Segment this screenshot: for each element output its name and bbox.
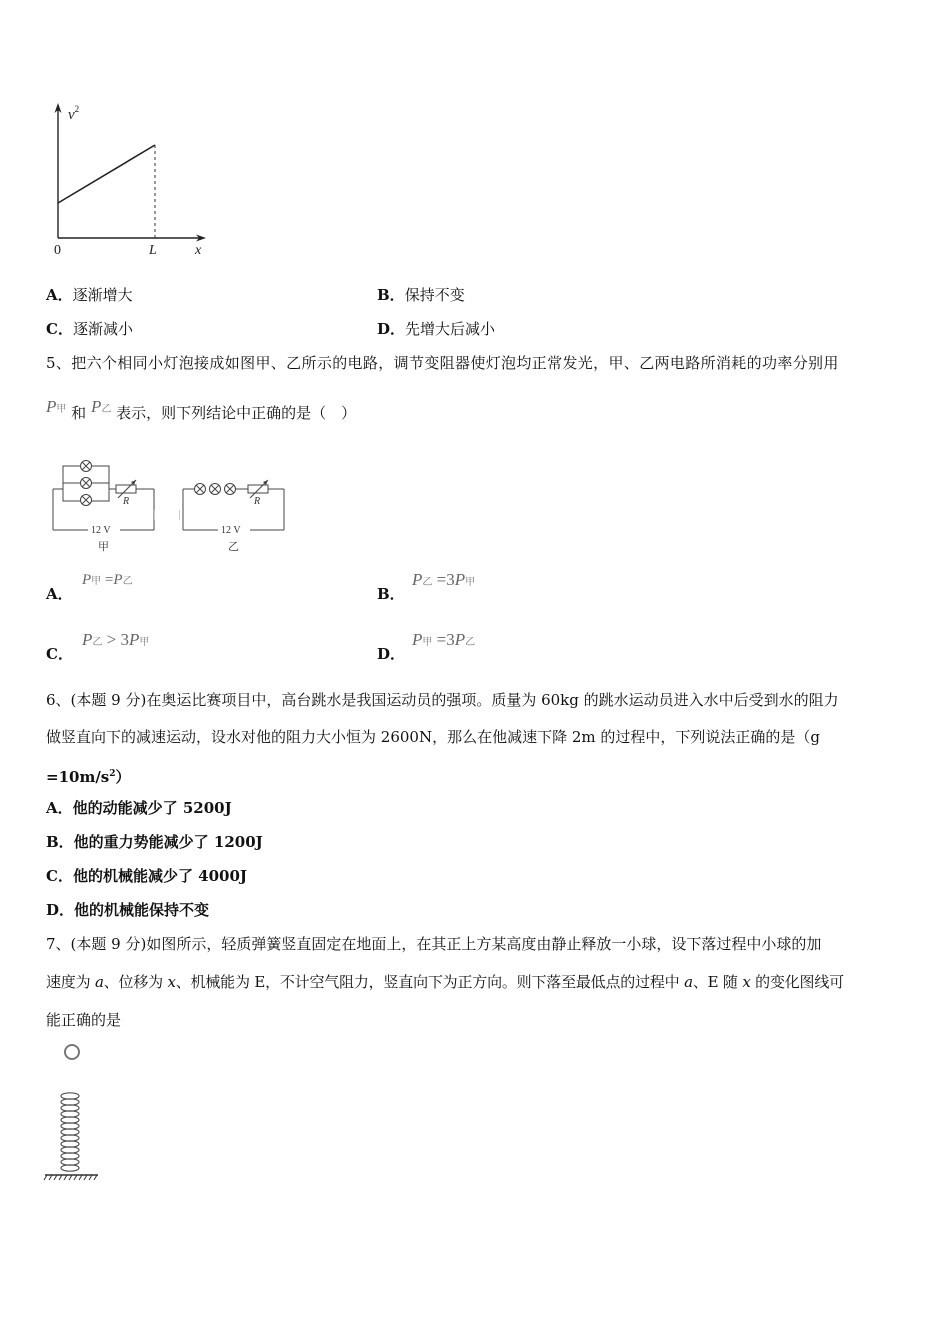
v2-line <box>58 145 155 203</box>
q4-option-a[interactable]: A．逐渐增大 <box>46 286 133 304</box>
lamp-icon <box>81 461 92 472</box>
lamp-icon <box>195 484 206 495</box>
circuit-yi <box>178 460 293 555</box>
q5-option-c[interactable]: C． P乙 > 3P甲 <box>46 630 150 663</box>
q7-stem-line2: 速度为 a、位移为 x、机械能为 E，不计空气阻力，竖直向下为正方向。则下落至最低点的过程中 a、E 随 x 的变化图线可 <box>46 973 844 991</box>
ball-icon <box>65 1045 79 1059</box>
q6-option-a[interactable]: A．他的动能减少了 5200J <box>46 799 232 817</box>
svg-text:12 V: 12 V <box>221 525 241 536</box>
svg-text:R: R <box>254 496 261 507</box>
svg-text:12 V: 12 V <box>91 525 111 536</box>
spring-icon <box>61 1093 79 1171</box>
q7-stem-line1: 7、(本题 9 分)如图所示，轻质弹簧竖直固定在地面上，在其正上方某高度由静止释放一小球，设下落过程中小球的加 <box>46 935 822 953</box>
q7-stem-line3: 能正确的是 <box>46 1011 122 1029</box>
svg-text:乙: 乙 <box>228 541 239 553</box>
spring-ball-figure <box>40 1038 110 1188</box>
lamp-icon <box>81 495 92 506</box>
q5-option-b[interactable]: B． P乙 =3P甲 <box>377 570 476 603</box>
q5-option-d[interactable]: D． P甲 =3P乙 <box>377 630 476 663</box>
p-yi-symbol: P乙 <box>90 397 112 416</box>
origin-label: 0 <box>54 243 61 258</box>
q6-stem-line2: 做竖直向下的减速运动，设水对他的阻力大小恒为 2600N，那么在他减速下降 2m 的过程中，下列说法正确的是（g <box>46 728 820 746</box>
q6-stem-line3: $=10m/s^2$） <box>46 768 131 786</box>
q6-option-d[interactable]: D．他的机械能保持不变 <box>46 901 210 919</box>
q4-option-b[interactable]: B．保持不变 <box>377 286 465 304</box>
circuit-jia <box>48 460 163 555</box>
q6-option-c[interactable]: C．他的机械能减少了 4000J <box>46 867 248 885</box>
lamp-icon <box>210 484 221 495</box>
q4-option-c[interactable]: C．逐渐减小 <box>46 320 133 338</box>
svg-text:甲: 甲 <box>98 541 109 553</box>
svg-text:R: R <box>123 496 130 507</box>
q4-option-d[interactable]: D．先增大后减小 <box>377 320 496 338</box>
faint-mark <box>154 510 155 520</box>
x-axis-label: x <box>195 243 202 258</box>
y-axis-label: $v^2$ <box>68 104 80 123</box>
p-jia-symbol: P甲 <box>46 397 67 416</box>
L-label: L <box>149 243 157 258</box>
q6-stem-line1: 6、(本题 9 分)在奥运比赛项目中，高台跳水是我国运动员的强项。质量为 60kg 的跳水运动员进入水中后受到水的阻力 <box>46 691 839 709</box>
lamp-icon <box>81 478 92 489</box>
q5-stem-line2: P甲 和 P乙 表示，则下列结论中正确的是（ ） <box>46 397 357 422</box>
lamp-icon <box>225 484 236 495</box>
ground-icon <box>44 1175 98 1180</box>
q5-stem-line1: 5、把六个相同小灯泡接成如图甲、乙所示的电路，调节变阻器使灯泡均正常发光，甲、乙两电路所消耗的功率分别用 <box>46 354 839 372</box>
q6-option-b[interactable]: B．他的重力势能减少了 1200J <box>46 833 263 851</box>
v2-x-graph <box>40 95 220 258</box>
q5-option-a[interactable]: A． P甲 =P乙 <box>46 572 133 603</box>
